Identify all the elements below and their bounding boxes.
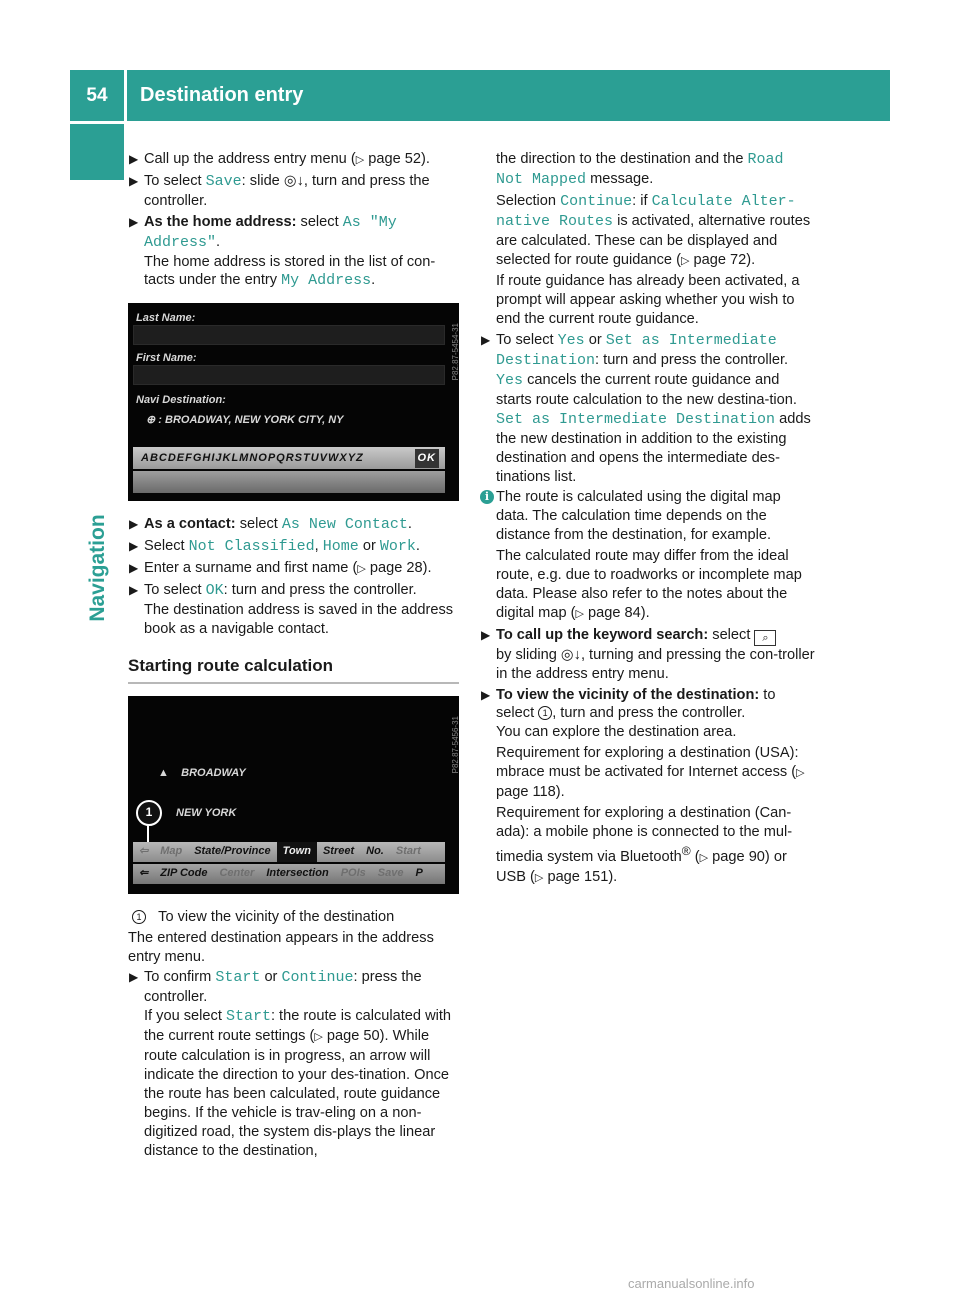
menu-street: Street <box>322 845 355 858</box>
up-arrow-icon: ▲ <box>158 766 169 779</box>
page-ref-icon: ▷ <box>796 767 805 780</box>
page-ref-icon: ▷ <box>314 1031 323 1044</box>
step-arrow-icon: ▶ <box>481 333 491 348</box>
figure-caption: 1 To view the vicinity of the destination <box>128 908 459 927</box>
step-arrow-icon: ▶ <box>129 539 139 554</box>
step-arrow-icon: ▶ <box>129 152 139 166</box>
page-ref-icon: ▷ <box>575 607 584 620</box>
callout-1: 1 <box>136 800 162 826</box>
page-number: 54 <box>70 70 124 121</box>
section-label <box>80 498 116 638</box>
menu-code: Save <box>205 172 242 190</box>
menu-code: As "My Address" <box>144 213 397 251</box>
step-arrow-icon: ▶ <box>129 970 139 985</box>
menu-code: OK <box>205 582 224 600</box>
section-heading: Starting route calculation <box>128 657 459 684</box>
screenshot-address-menu <box>128 696 459 894</box>
image-code: P82.87-5456-31 <box>451 715 460 774</box>
info-icon: i <box>480 490 494 504</box>
step-arrow-icon: ▶ <box>129 517 139 532</box>
menu-code: Road Not Mapped <box>496 151 784 188</box>
back-arrow-icon: ⇐ <box>139 867 149 880</box>
menu-code: Continue <box>560 192 633 210</box>
navi-destination-label: Navi Destination: <box>136 394 226 407</box>
menu-start: Start <box>395 845 421 858</box>
menu-town: Town <box>277 842 317 862</box>
image-code: P82.87-5454-31 <box>451 323 460 381</box>
step-view-vicinity: ▶ To view the vicinity of the destination: to select 1 , turn and press the controller. You can explore the destination area. <box>481 686 776 741</box>
page-title <box>127 70 890 121</box>
step-as-contact: ▶ As a contact: select As New Contact. <box>129 516 412 534</box>
step-select-category: ▶ Select Not Classified, Home or Work. <box>129 538 420 556</box>
menu-intersection: Intersection <box>266 867 329 880</box>
watermark: carmanualsonline.info <box>628 1276 755 1291</box>
street-row: ▲ BROADWAY <box>158 766 246 779</box>
step-confirm: ▶ To confirm Start or Continue: press the controller. If you select Start: the route is calculated with the current route settings (▷ page 50). While route calculation is in progress, an arrow will indicate the direction to your des-tination. Once the route has been calculated, route guidance begins. If the vehicle is trav-eling on a non-digitized road, the system dis-plays the linear distance to the destination, <box>129 969 452 1159</box>
menu-p: P <box>415 867 423 880</box>
registered-mark: ® <box>681 843 691 858</box>
screenshot-contact-entry <box>128 303 459 501</box>
callout-ref-icon: 1 <box>132 910 146 924</box>
menu-code: Start <box>215 969 261 987</box>
section-label-text: Navigation <box>86 514 109 622</box>
page-ref-icon: ▷ <box>699 851 709 864</box>
menu-code: Not Classified <box>188 538 315 556</box>
menu-code: Set as Intermediate Destination <box>496 410 776 428</box>
paragraph: the direction to the destination and the Road Not Mapped message. <box>496 151 784 188</box>
controller-slide-icon: ◎↓ <box>560 646 581 663</box>
paragraph: The entered destination appears in the address entry menu. <box>128 929 434 965</box>
step-arrow-icon: ▶ <box>129 583 139 598</box>
step-enter-name: ▶ Enter a surname and first name (▷ page 28). <box>129 560 432 577</box>
first-name-label: First Name: <box>136 352 197 365</box>
menu-save: Save <box>377 867 404 880</box>
left-column <box>128 150 459 1162</box>
page-title-text: Destination entry <box>140 84 304 106</box>
menu-no: No. <box>366 845 384 858</box>
menu-code: Set as Intermediate Destination <box>496 332 777 370</box>
step-arrow-icon: ▶ <box>129 173 139 188</box>
menu-pois: POIs <box>340 867 366 880</box>
menu-code: Calculate Alter-native Routes <box>496 192 796 230</box>
menu-map: Map <box>160 845 183 858</box>
menu-row-2 <box>133 864 445 884</box>
menu-code: Home <box>322 538 359 556</box>
callout-ref-icon: 1 <box>538 706 552 720</box>
menu-center: Center <box>219 867 255 880</box>
last-name-label: Last Name: <box>136 312 196 325</box>
menu-code: Work <box>379 538 416 556</box>
controller-slide-icon: ◎↓ <box>283 172 304 189</box>
paragraph: If route guidance has already been activated, a prompt will appear asking whether you wish to end the current route guidance. <box>496 273 800 328</box>
back-icon: ⇦ <box>139 845 149 858</box>
menu-row-1 <box>133 842 445 862</box>
pin-icon: ⊕ : <box>146 414 165 427</box>
menu-code: Start <box>225 1008 271 1026</box>
alphabet-bar: ABCDEFGHIJKLMNOPQRSTUVWXYZ OK <box>133 447 445 469</box>
step-select-ok: ▶ To select OK: turn and press the controller. The destination address is saved in the address book as a navigable contact. <box>129 582 454 637</box>
symbols-bar <box>133 471 445 493</box>
first-name-field <box>133 365 445 385</box>
paragraph: Requirement for exploring a destination (Can-ada): a mobile phone is connected to the mul-timedia system via Bluetooth® (▷ page 90) or USB (▷ page 151). <box>496 805 793 885</box>
last-name-field <box>133 325 445 345</box>
paragraph: Requirement for exploring a destination (USA): mbrace must be activated for Internet access (▷ page 118). <box>496 745 805 801</box>
menu-code: Yes <box>496 371 524 389</box>
step-arrow-icon: ▶ <box>129 214 139 229</box>
step-call-up-menu: ▶ Call up the address entry menu (▷ page 52). <box>129 151 430 167</box>
page-ref-icon: ▷ <box>355 154 365 166</box>
ok-key: OK <box>415 449 440 468</box>
page-ref-icon: ▷ <box>357 563 366 576</box>
menu-state: State/Province <box>194 845 271 858</box>
step-arrow-icon: ▶ <box>481 687 491 702</box>
info-note: i The route is calculated using the digital map data. The calculation time depends on the distance from the destination, for example. <box>480 488 815 545</box>
menu-code: As New Contact <box>281 516 408 534</box>
menu-code: My Address <box>281 272 372 290</box>
step-select-yes: ▶ To select Yes or Set as Intermediate Destination: turn and press the controller. Yes cancels the current route guidance and starts route calculation to the new destina-tion. Set as Intermediate Destination adds the new destination in addition to the existing destination and opens the intermediate des-tinations list. <box>481 332 811 485</box>
menu-code: Continue <box>281 969 354 987</box>
city-row: NEW YORK <box>176 806 237 819</box>
menu-zip: ZIP Code <box>160 867 208 880</box>
address-row: ⊕ : BROADWAY, NEW YORK CITY, NY <box>146 414 344 427</box>
step-arrow-icon: ▶ <box>481 627 491 642</box>
step-keyword-search: ▶ To call up the keyword search: select ⌕ by sliding ◎↓, turning and pressing the con-troller in the address entry menu. <box>481 626 815 682</box>
page-ref-icon: ▷ <box>534 871 544 884</box>
step-home-address: ▶ As the home address: select As "My Address". The home address is stored in the list of con-tacts under the entry My Address. <box>129 213 436 290</box>
search-key-icon: ⌕ <box>754 630 776 646</box>
menu-code: Yes <box>557 332 585 350</box>
step-arrow-icon: ▶ <box>129 561 139 576</box>
right-column <box>480 150 815 889</box>
paragraph: Selection Continue: if Calculate Alter-native Routes is activated, alternative routes are calculated. These can be displayed and selected for route guidance (▷ page 72). <box>496 192 811 268</box>
page-ref-icon: ▷ <box>680 254 690 267</box>
step-select-save: ▶ To select Save: slide ◎↓, turn and press the controller. <box>129 172 430 209</box>
paragraph: The calculated route may differ from the ideal route, e.g. due to roadworks or incomplete map data. Please also refer to the notes about the digital map (▷ page 84). <box>496 548 802 621</box>
section-marker <box>70 124 124 180</box>
